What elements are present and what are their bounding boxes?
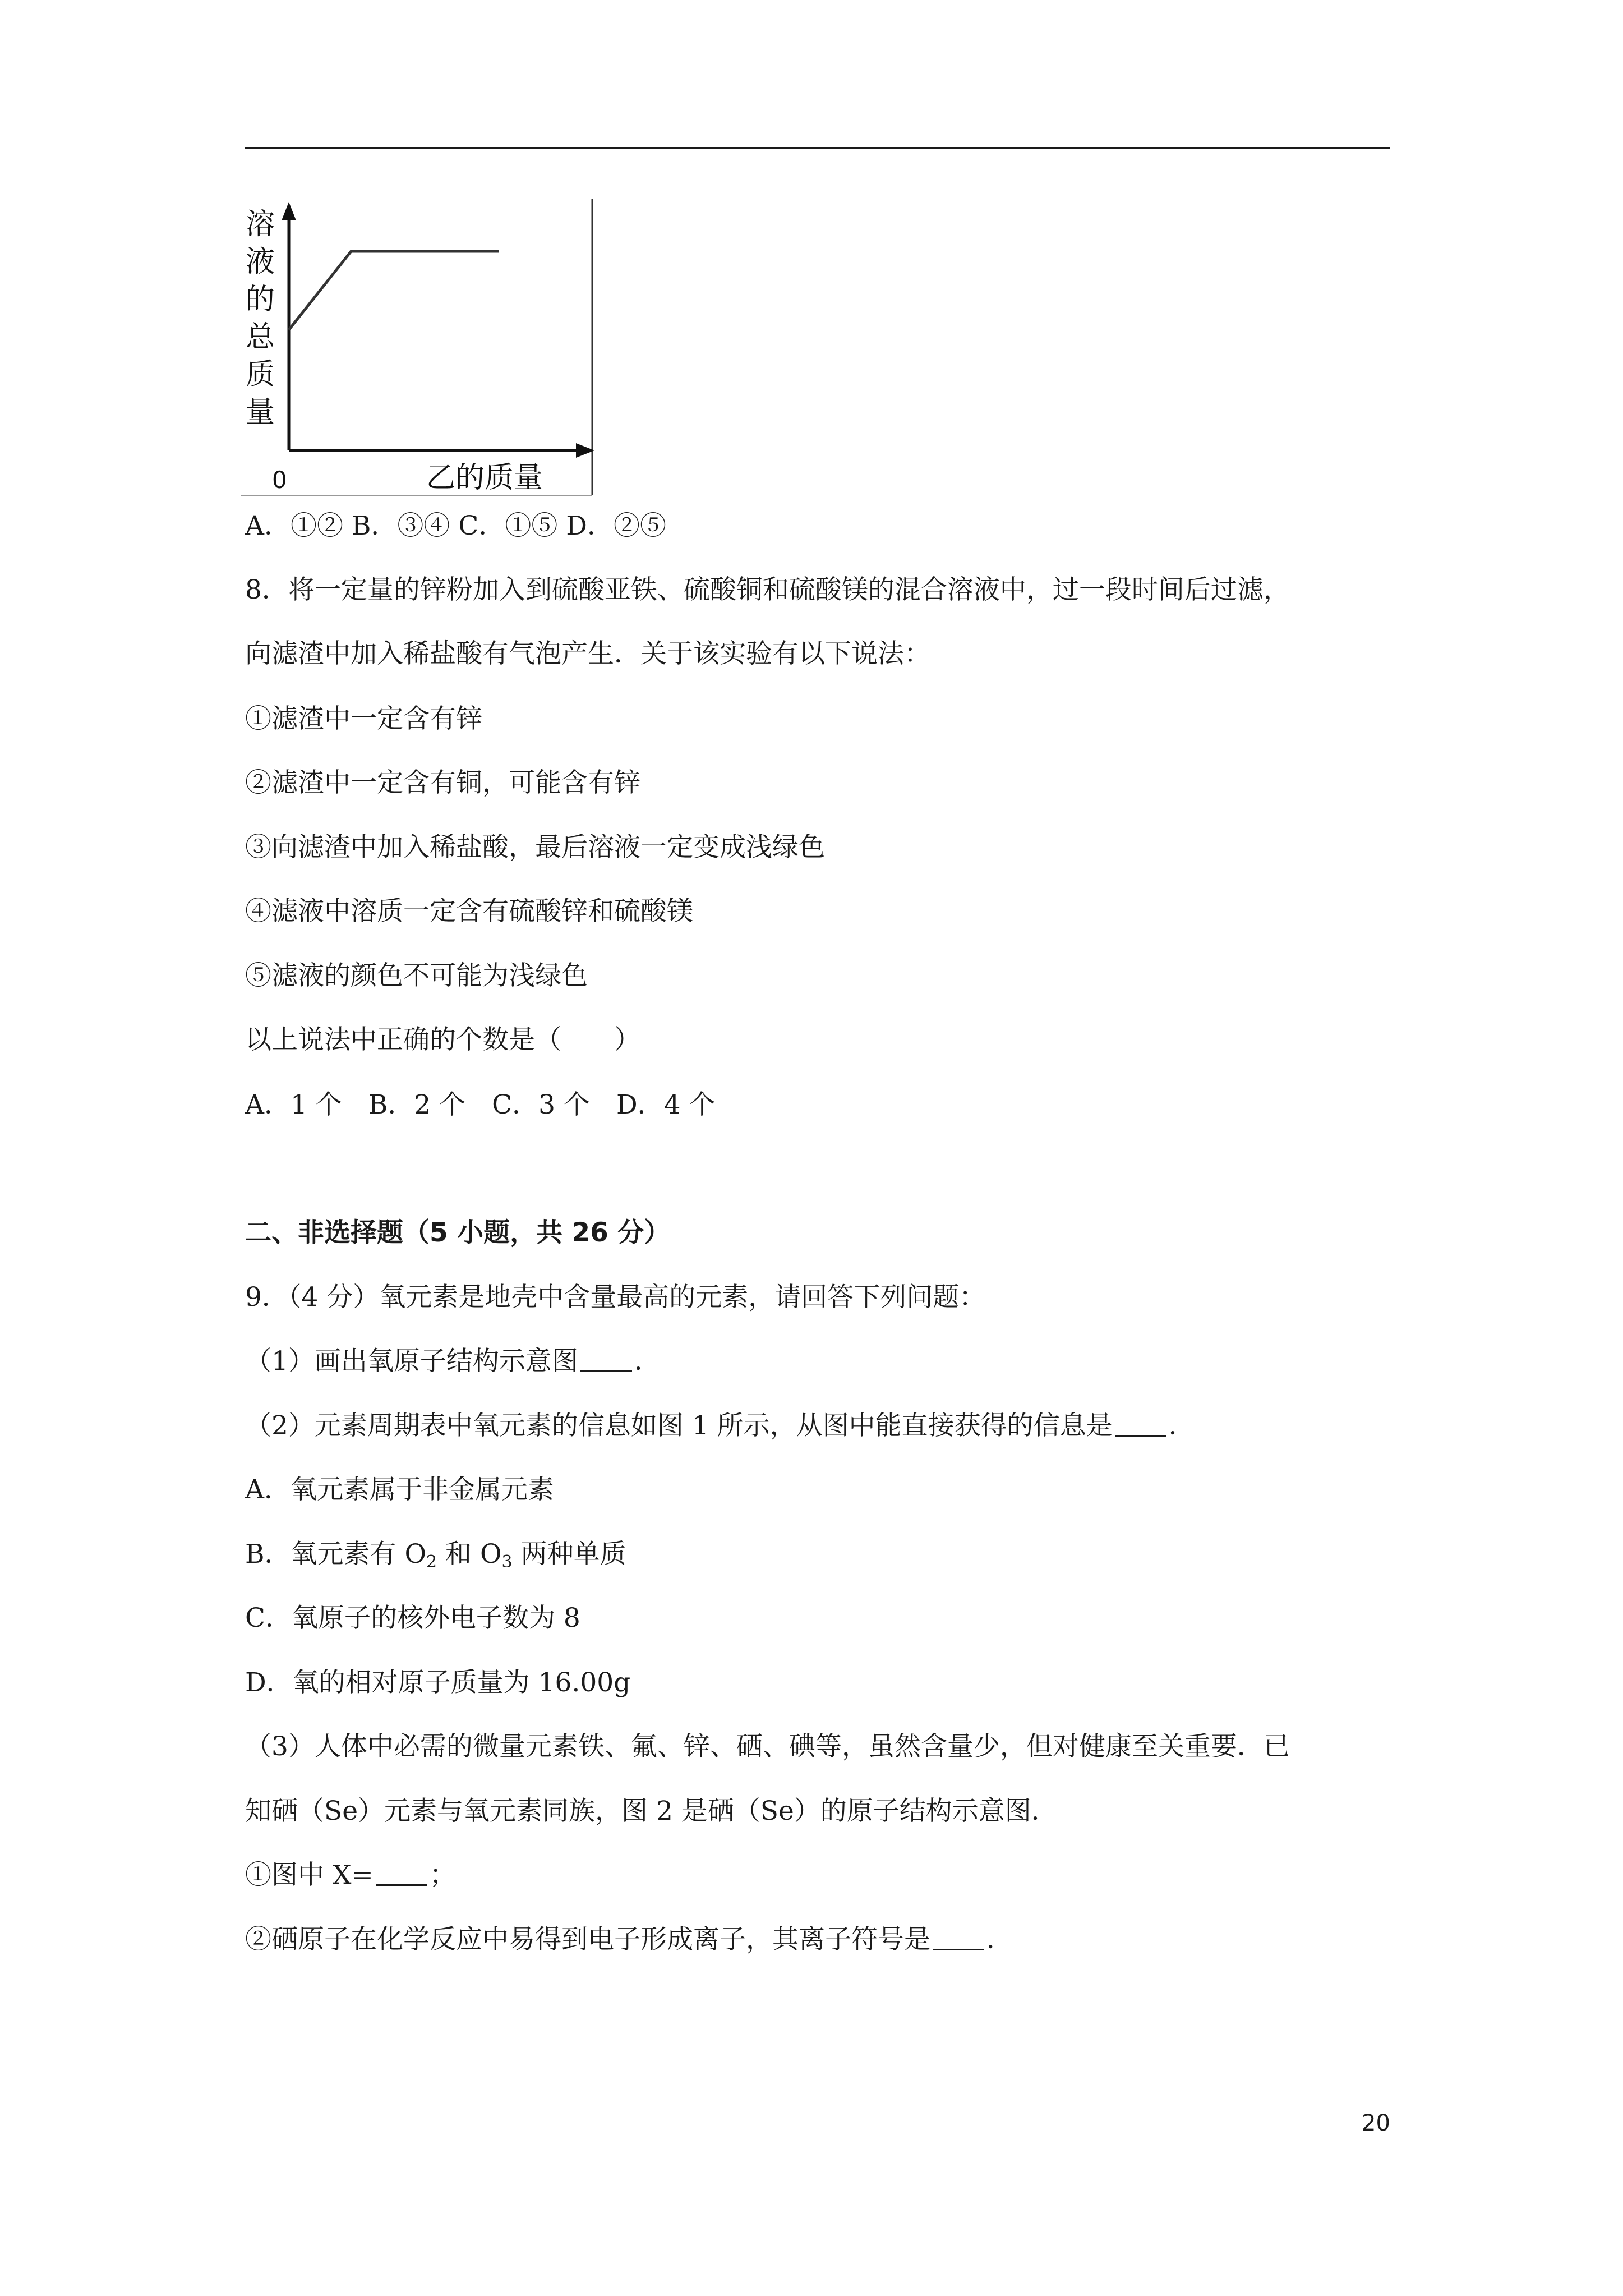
q9-option-a: A．氧元素属于非金属元素 bbox=[245, 1474, 554, 1505]
q9-option-b bbox=[245, 1538, 626, 1579]
answer-blank[interactable] bbox=[1115, 1412, 1166, 1437]
y-axis-label-char: 溶 bbox=[246, 208, 275, 241]
q9-part2 bbox=[245, 1409, 1195, 1443]
q9-part1 bbox=[245, 1345, 661, 1378]
q9-option-c: C．氧原子的核外电子数为 8 bbox=[245, 1603, 580, 1634]
q9-option-b-mid: 和 O bbox=[437, 1539, 502, 1570]
q9-sub2-period: ． bbox=[986, 1924, 1013, 1955]
page-number: 20 bbox=[1362, 2110, 1390, 2136]
q9-part3-line2: 知硒（Se）元素与氧元素同族，图 2 是硒（Se）的原子结构示意图． bbox=[245, 1796, 1058, 1826]
header-rule bbox=[245, 147, 1390, 149]
q9-option-b-sub1: 2 bbox=[426, 1552, 437, 1572]
answer-blank[interactable] bbox=[580, 1348, 632, 1372]
mass-graph-svg bbox=[241, 199, 600, 496]
section2-title: 二、非选择题（5 小题，共 26 分） bbox=[245, 1217, 671, 1248]
q9-part2-period: ． bbox=[1168, 1410, 1195, 1441]
q9-part1-text: （1）画出氧原子结构示意图 bbox=[245, 1346, 578, 1377]
answer-blank[interactable] bbox=[376, 1862, 427, 1886]
q9-stem: 9．（4 分）氧元素是地壳中含量最高的元素，请回答下列问题： bbox=[245, 1282, 986, 1313]
q9-part1-period: ． bbox=[634, 1346, 661, 1377]
q8-statement-4: ④滤液中溶质一定含有硫酸锌和硫酸镁 bbox=[245, 896, 693, 927]
q8-stem-line1: 8．将一定量的锌粉加入到硫酸亚铁、硫酸铜和硫酸镁的混合溶液中，过一段时间后过滤， bbox=[245, 574, 1290, 605]
q8-question: 以上说法中正确的个数是（ ） bbox=[245, 1024, 640, 1055]
q9-option-b-sub2: 3 bbox=[501, 1552, 513, 1572]
q8-statement-5: ⑤滤液的颜色不可能为浅绿色 bbox=[245, 960, 588, 991]
answer-blank[interactable] bbox=[933, 1926, 984, 1950]
q8-options: A．1 个 B．2 个 C．3 个 D．4 个 bbox=[245, 1089, 716, 1120]
q9-option-d: D．氧的相对原子质量为 16.00g bbox=[245, 1667, 631, 1698]
q9-option-b-pre: B．氧元素有 O bbox=[245, 1539, 427, 1570]
y-axis-label-char: 的 bbox=[246, 283, 275, 316]
q9-sub1-text: ①图中 X= bbox=[245, 1860, 374, 1890]
q8-statement-2: ②滤渣中一定含有铜，可能含有锌 bbox=[245, 767, 640, 798]
origin-label: 0 bbox=[272, 466, 287, 494]
q9-option-b-post: 两种单质 bbox=[512, 1539, 626, 1570]
mass-graph bbox=[241, 199, 600, 496]
q8-statement-3: ③向滤渣中加入稀盐酸，最后溶液一定变成浅绿色 bbox=[245, 832, 825, 863]
q9-part3-line1: （3）人体中必需的微量元素铁、氟、锌、硒、碘等，虽然含量少，但对健康至关重要．已 bbox=[245, 1731, 1290, 1762]
y-axis-label-char: 总 bbox=[246, 320, 275, 354]
y-axis-label-char: 量 bbox=[246, 395, 275, 429]
q9-sub2-text: ②硒原子在化学反应中易得到电子形成离子，其离子符号是 bbox=[245, 1924, 930, 1955]
y-axis-label-char: 质 bbox=[246, 358, 275, 392]
x-axis-label: 乙的质量 bbox=[426, 461, 543, 495]
q9-part2-text: （2）元素周期表中氧元素的信息如图 1 所示，从图中能直接获得的信息是 bbox=[245, 1410, 1113, 1441]
q9-sub2 bbox=[245, 1923, 1013, 1957]
q8-statement-1: ①滤渣中一定含有锌 bbox=[245, 703, 482, 734]
q8-stem-line2: 向滤渣中加入稀盐酸有气泡产生．关于该实验有以下说法： bbox=[245, 638, 930, 669]
q9-sub1 bbox=[245, 1858, 456, 1892]
q9-sub1-end: ； bbox=[429, 1860, 456, 1890]
y-axis-label-char: 液 bbox=[246, 245, 275, 279]
q7-options: A．①② B．③④ C．①⑤ D．②⑤ bbox=[245, 510, 666, 541]
